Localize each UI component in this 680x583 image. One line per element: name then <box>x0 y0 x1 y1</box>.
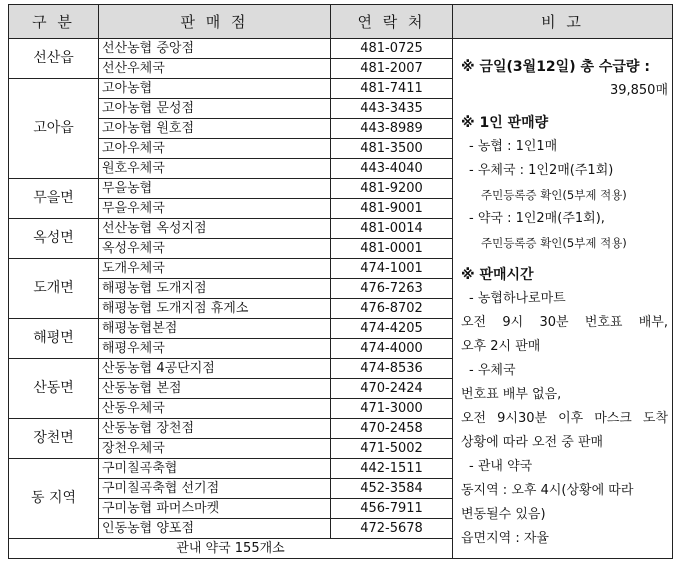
phone-cell: 443-3435 <box>331 99 453 119</box>
time-post-line-1: 번호표 배부 없음, <box>461 387 562 402</box>
time-post-line-2: 오전 9시30분 이후 마스크 도착 <box>461 411 668 426</box>
time-pharmacy-line-2: 변동될수 있음) <box>461 507 546 522</box>
store-cell: 해평우체국 <box>99 339 331 359</box>
limit-pharmacy-sub: 주민등록증 확인(5부제 적용) <box>481 236 627 250</box>
store-cell: 산동농협 본점 <box>99 379 331 399</box>
phone-cell: 476-8702 <box>331 299 453 319</box>
store-cell: 무을우체국 <box>99 199 331 219</box>
header-remarks: 비 고 <box>453 5 673 39</box>
phone-cell: 481-0014 <box>331 219 453 239</box>
phone-cell: 470-2458 <box>331 419 453 439</box>
store-cell: 무을농협 <box>99 179 331 199</box>
time-post-line-3: 상황에 따라 오전 중 판매 <box>461 435 604 450</box>
region-cell: 장천면 <box>9 419 99 459</box>
store-cell: 인동농협 양포점 <box>99 519 331 539</box>
time-nh: - 농협하나로마트 <box>469 291 566 306</box>
time-pharmacy: - 관내 약국 <box>469 459 533 474</box>
store-cell: 산동농협 4공단지점 <box>99 359 331 379</box>
phone-cell: 442-1511 <box>331 459 453 479</box>
supply-heading: ※ 금일(3월12일) 총 수급량 : <box>461 59 650 75</box>
pharmacy-count: 관내 약국 155개소 <box>9 539 453 559</box>
phone-cell: 481-0001 <box>331 239 453 259</box>
table-row <box>9 39 673 59</box>
store-cell: 장천우체국 <box>99 439 331 459</box>
region-cell: 도개면 <box>9 259 99 319</box>
header-category: 구 분 <box>9 5 99 39</box>
time-nh-line-1: 오전 9시 30분 번호표 배부, <box>461 315 668 330</box>
store-cell: 산동농협 장천점 <box>99 419 331 439</box>
region-cell: 무을면 <box>9 179 99 219</box>
store-cell: 구미칠곡축협 <box>99 459 331 479</box>
region-cell: 해평면 <box>9 319 99 359</box>
phone-cell: 474-1001 <box>331 259 453 279</box>
region-cell: 산동면 <box>9 359 99 419</box>
header-row <box>9 5 673 39</box>
store-cell: 도개우체국 <box>99 259 331 279</box>
store-cell: 고아농협 원호점 <box>99 119 331 139</box>
header-store: 판 매 점 <box>99 5 331 39</box>
phone-cell: 443-4040 <box>331 159 453 179</box>
limit-nh: - 농협 : 1인1매 <box>469 139 558 154</box>
store-cell: 고아우체국 <box>99 139 331 159</box>
phone-cell: 474-4205 <box>331 319 453 339</box>
limit-pharmacy: - 약국 : 1인2매(주1회), <box>469 211 605 226</box>
phone-cell: 481-2007 <box>331 59 453 79</box>
store-cell: 선산우체국 <box>99 59 331 79</box>
limit-post: - 우체국 : 1인2매(주1회) <box>469 163 614 178</box>
store-cell: 선산농협 옥성지점 <box>99 219 331 239</box>
phone-cell: 452-3584 <box>331 479 453 499</box>
region-cell: 고아읍 <box>9 79 99 179</box>
time-pharmacy-line-3: 읍면지역 : 자율 <box>461 531 549 546</box>
phone-cell: 470-2424 <box>331 379 453 399</box>
store-cell: 해평농협 도개지점 휴게소 <box>99 299 331 319</box>
phone-cell: 481-9001 <box>331 199 453 219</box>
store-cell: 선산농협 중앙점 <box>99 39 331 59</box>
phone-cell: 481-0725 <box>331 39 453 59</box>
phone-cell: 456-7911 <box>331 499 453 519</box>
phone-cell: 481-7411 <box>331 79 453 99</box>
region-cell: 동 지역 <box>9 459 99 539</box>
time-pharmacy-line-1: 동지역 : 오후 4시(상황에 따라 <box>461 483 634 498</box>
supply-value: 39,850매 <box>609 83 668 98</box>
phone-cell: 472-5678 <box>331 519 453 539</box>
phone-cell: 471-3000 <box>331 399 453 419</box>
region-cell: 옥성면 <box>9 219 99 259</box>
store-cell: 구미농협 파머스마켓 <box>99 499 331 519</box>
header-contact: 연 락 처 <box>331 5 453 39</box>
remarks-cell <box>453 39 673 559</box>
store-cell: 해평농협 도개지점 <box>99 279 331 299</box>
store-cell: 산동우체국 <box>99 399 331 419</box>
store-cell: 원호우체국 <box>99 159 331 179</box>
phone-cell: 481-9200 <box>331 179 453 199</box>
mask-sales-table <box>8 4 673 559</box>
phone-cell: 476-7263 <box>331 279 453 299</box>
store-cell: 해평농협본점 <box>99 319 331 339</box>
store-cell: 고아농협 <box>99 79 331 99</box>
store-cell: 고아농협 문성점 <box>99 99 331 119</box>
time-heading: ※ 판매시간 <box>461 267 534 283</box>
limit-heading: ※ 1인 판매량 <box>461 115 549 131</box>
phone-cell: 474-8536 <box>331 359 453 379</box>
limit-post-sub: 주민등록증 확인(5부제 적용) <box>481 188 627 202</box>
time-nh-line-2: 오후 2시 판매 <box>461 339 541 354</box>
region-cell: 선산읍 <box>9 39 99 79</box>
store-cell: 구미칠곡축협 선기점 <box>99 479 331 499</box>
phone-cell: 471-5002 <box>331 439 453 459</box>
phone-cell: 474-4000 <box>331 339 453 359</box>
phone-cell: 481-3500 <box>331 139 453 159</box>
store-cell: 옥성우체국 <box>99 239 331 259</box>
mask-sales-table-container <box>8 4 672 559</box>
time-post: - 우체국 <box>469 363 516 378</box>
phone-cell: 443-8989 <box>331 119 453 139</box>
